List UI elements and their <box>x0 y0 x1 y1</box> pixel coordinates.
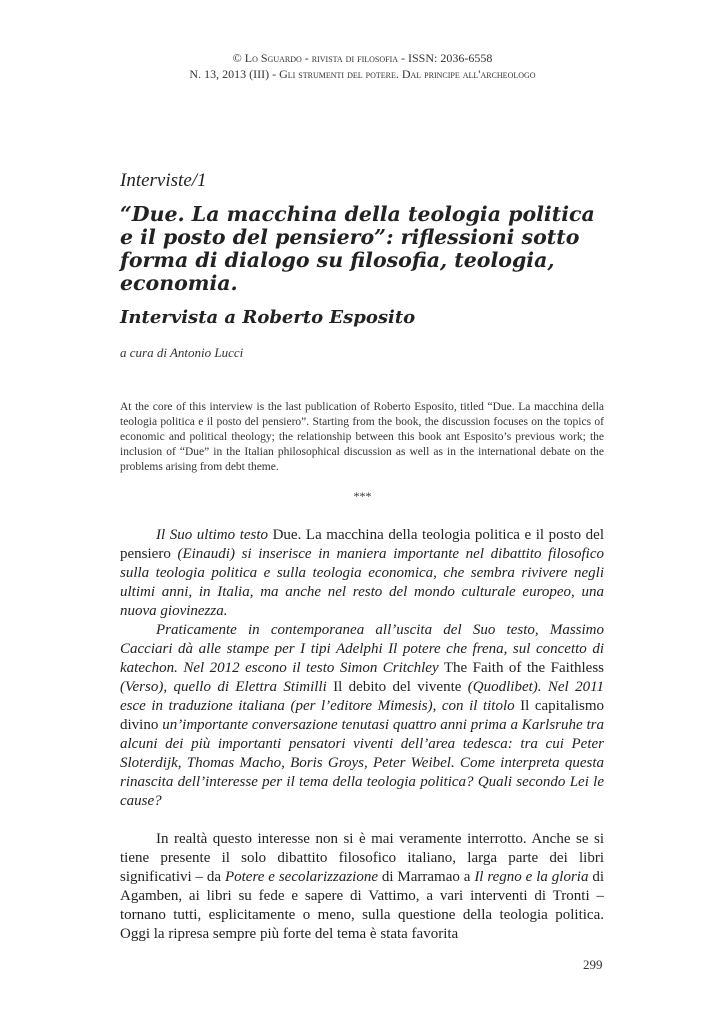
page-number: 299 <box>583 957 603 972</box>
copyright-symbol: © <box>232 51 242 65</box>
article-body <box>120 526 604 944</box>
answer-book-title-1: Potere e secolarizzazione <box>224 869 378 885</box>
q2-part-c: (Verso), quello di Elettra Stimilli <box>120 679 327 695</box>
abstract: At the core of this interview is the last publication of Roberto Esposito, titled “Due. La macchina della teologia politica e il posto del pensiero”. Starting from the book, the discussion focuses on the topics of economic and political theology; the relationship between this book ant Esposito’s previous work; the inclusion of “Due” in the Italian philosophical discussion as well as in the international debate on the problems arising from debt theme. <box>120 401 604 473</box>
issn: - ISSN: 2036-6558 <box>398 51 493 65</box>
q2-part-a: Praticamente in contemporanea all’uscita del Suo testo, Massimo Cacciari dà alle stampe per I tipi Adelphi Il potere che frena, sul concetto di katechon. Nel 2012 escono il testo Simon Critchley <box>120 622 604 676</box>
issue-title: Gli strumenti del potere. Dal principe all'archeologo <box>279 67 536 81</box>
q2-book-title-3: Il capitalismo divino <box>120 698 604 733</box>
answer-1 <box>120 830 604 944</box>
running-header <box>0 50 725 82</box>
question-1 <box>120 526 604 621</box>
q2-part-g: un’importante conversazione tenutasi quattro anni prima a Karlsruhe tra alcuni dei più importanti pensatori viventi dell’area tedesca: tra cui Peter Sloterdijk, Thomas Macho, Boris Groys, Peter Weibel. Come interpreta questa rinascita dell’interesse per il tema della teologia politica? Quali secondo Lei le cause? <box>120 717 604 809</box>
q2-book-title-1: The Faith of the Faithless <box>438 660 604 676</box>
journal-name: Lo Sguardo - rivista di filosofia <box>244 51 399 65</box>
header-line-1 <box>0 50 725 66</box>
section-separator: *** <box>353 489 372 503</box>
question-2 <box>120 621 604 811</box>
article-subtitle: Intervista a Roberto Esposito <box>120 307 416 328</box>
answer-part-a: In realtà questo interesse non si è mai veramente interrotto. Anche se si tiene presente il solo dibattito filosofico italiano, larga parte dei libri significativi – da <box>120 831 604 885</box>
q2-part-e: (Quodlibet). Nel 2011 esce in traduzione italiana (per l’editore Mimesis), con il titolo <box>120 679 604 714</box>
answer-part-e: di Agamben, ai libri su fede e sapere di Vattimo, a vari interventi di Tronti – tornano tutti, esplicitamente o meno, sulla questione della teologia politica. Oggi la ripresa sempre più forte del tema è stata favorita <box>120 869 605 942</box>
curator-line: a cura di Antonio Lucci <box>120 345 244 360</box>
issue: N. 13, 2013 (III) - <box>189 67 280 81</box>
q1-book-title: Due. La macchina della teologia politica e il posto del pensiero <box>120 527 604 562</box>
article-title: “Due. La macchina della teologia politica e il posto del pensiero”: riflessioni sotto forma di dialogo su filosofia, teologia, economia. <box>120 202 595 295</box>
q2-book-title-2: Il debito del vivente <box>326 679 468 695</box>
q1-part-a: Il Suo ultimo testo <box>156 527 269 543</box>
answer-part-c: di Marramao a <box>377 869 475 885</box>
answer-book-title-2: Il regno e la gloria <box>474 869 589 885</box>
header-line-2 <box>0 66 725 82</box>
section-label: Interviste/1 <box>120 170 207 191</box>
q1-part-c: (Einaudi) si inserisce in maniera importante nel dibattito filosofico sulla teologia politica e sulla teologia economica, che sembra rivivere negli ultimi anni, in Italia, ma anche nel resto del mondo culturale europeo, una nuova giovinezza. <box>120 546 604 619</box>
